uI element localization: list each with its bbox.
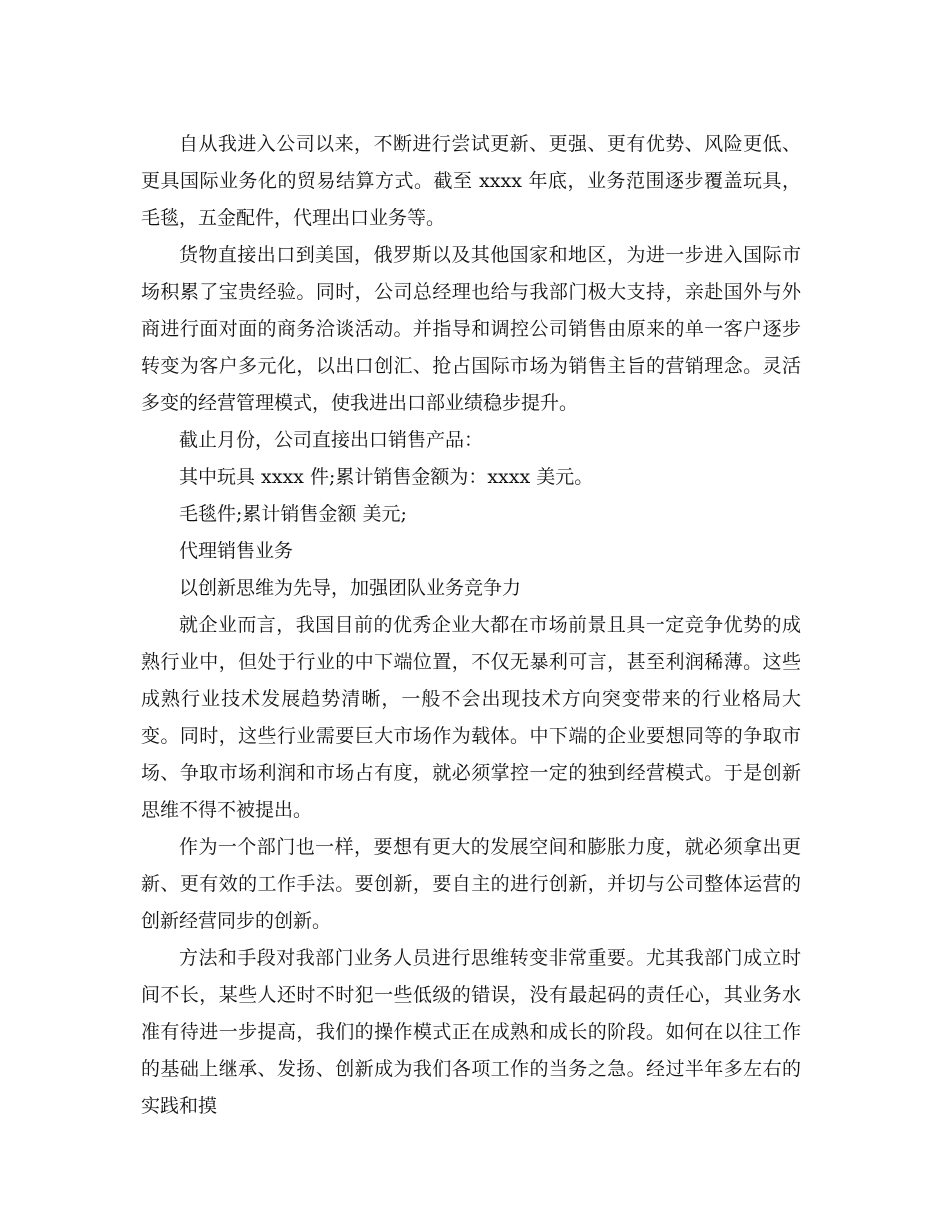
paragraph-methods: 方法和手段对我部门业务人员进行思维转变非常重要。尤其我部门成立时间不长，某些人还时不时犯一些低级的错误，没有最起码的责任心，其业务水准有待进一步提高，我们的操作模式正在成熟和成长的阶段。如何在以往工作的基础上继承、发扬、创新成为我们各项工作的当务之急。经过半年多左右的实践和摸 — [141, 947, 801, 1117]
paragraph-department: 作为一个部门也一样，要想有更大的发展空间和膨胀力度，就必须拿出更新、更有效的工作手法。要创新，要自主的进行创新，并切与公司整体运营的创新经营同步的创新。 — [141, 836, 801, 932]
paragraph-export-markets: 货物直接出口到美国，俄罗斯以及其他国家和地区，为进一步进入国际市场积累了宝贵经验。同时，公司总经理也给与我部门极大支持，亲赴国外与外商进行面对面的商务洽谈活动。并指导和调控公司销售由原来的单一客户逐步转变为客户多元化，以出口创汇、抢占国际市场为销售主旨的营销理念。灵活多变的经营管理模式，使我进出口部业绩稳步提升。 — [141, 244, 801, 414]
paragraph-blanket-sales: 毛毯件;累计销售金额 美元; — [179, 503, 407, 525]
document-body — [141, 126, 801, 1125]
paragraph-toys-sales: 其中玩具 xxxx 件;累计销售金额为：xxxx 美元。 — [179, 466, 594, 488]
paragraph-intro: 自从我进入公司以来，不断进行尝试更新、更强、更有优势、风险更低、更具国际业务化的贸易结算方式。截至 xxxx 年底，业务范围逐步覆盖玩具，毛毯，五金配件，代理出口业务等。 — [141, 133, 801, 229]
paragraph-enterprise: 就企业而言，我国目前的优秀企业大都在市场前景且具一定竞争优势的成熟行业中，但处于行业的中下端位置，不仅无暴利可言，甚至利润稀薄。这些成熟行业技术发展趋势清晰，一般不会出现技术方向突变带来的行业格局大变。同时，这些行业需要巨大市场作为载体。中下端的企业要想同等的争取市场、争取市场利润和市场占有度，就必须掌控一定的独到经营模式。于是创新思维不得不被提出。 — [141, 614, 801, 821]
paragraph-agency-sales: 代理销售业务 — [179, 540, 294, 562]
section-heading-innovation: 以创新思维为先导，加强团队业务竞争力 — [179, 577, 522, 599]
paragraph-sales-heading: 截止月份，公司直接出口销售产品： — [179, 429, 484, 451]
